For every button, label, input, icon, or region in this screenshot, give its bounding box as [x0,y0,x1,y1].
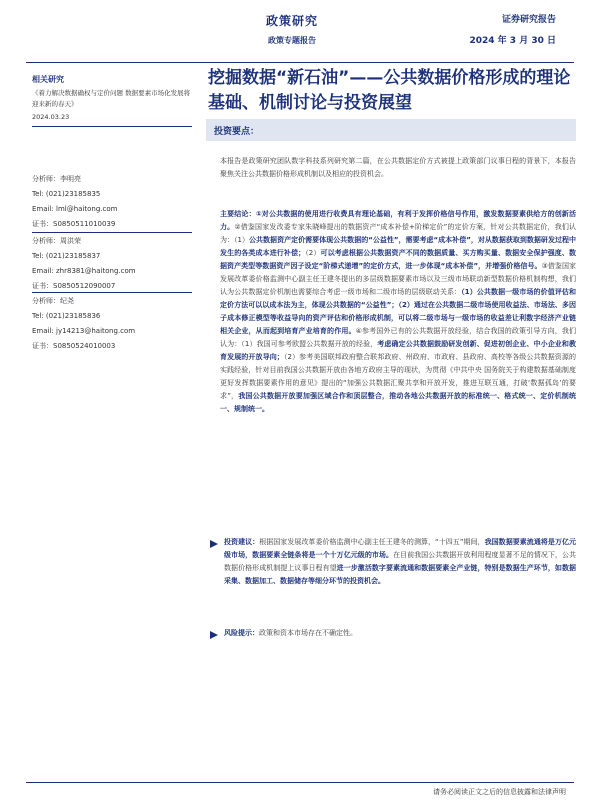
emphasized-text: 公共数据资产定价需要体现公共数据的“公益性”，需要考虑“成本补偿”，对从数据获取到数据研发过程中发生的各类成本进行补偿； [220,236,576,257]
report-subtype: 政策专题报告 [268,36,316,45]
body-text: ③借鉴国家发展改革委价格监测中心副主任王建冬提出的多层级数据要素市场以及三级市场联动新型数据价格机制构想，我们认为公共数据定价机制也需要综合考虑一级市场和二级市场的层级联动关系： [220,262,577,296]
analyst-cert: 证书：S0850511010039 [32,220,116,228]
emphasized-text: （1）公共数据一级市场的价值评估和定价方法可以以成本法为主，体现公共数据的“公益性”；（2）通过在公共数据二级市场使用收益法、市场法、多因子成本修正模型等收益导向的资产评估和价格形成机制，可以将二级市场与一级市场的收益差让利数字经济产业链相关企业，从而起到培育产业培育的作用。 [220,288,577,335]
bullet-icon [210,540,218,548]
analyst-tel: Tel: (021)23185837 [32,252,101,260]
analyst-email[interactable]: Email: jy14213@haitong.com [32,327,136,335]
body-text: ④参考国外已有的公共数据开放经验，结合我国的政策引导方向，我们认为：（1）我国可参考欧盟公共数据开放的经验， [220,327,576,348]
footer-divider [26,782,574,783]
analyst-tel: Tel: (021)23185836 [32,312,101,320]
analyst-block [32,294,135,354]
related-research-date: 2024.03.23 [32,113,70,121]
report-header-right [469,12,556,46]
sidebar-divider [32,292,192,293]
related-research-item[interactable]: 《着力解决数据确权与定价问题 数据要素市场化发展将迎来新的春天》 [32,89,191,108]
emphasized-text: 进一步激活数字要素流通和数据要素全产业链，特别是数据生产环节，如数据采集、数据加工、数据储存等细分环节的投资机会。 [224,564,577,585]
emphasized-text: 我国数据要素流通将是万亿元级市场，数据要素全链条将是一个十万亿元级的市场。 [224,538,577,559]
related-research-title: 相关研究 [32,75,64,84]
body-text: （2） [305,249,321,257]
report-title: 挖掘数据“新石油”——公共数据价格形成的理论基础、机制讨论与投资展望 [208,68,571,113]
intro-paragraph: 本报告是政策研究团队数字科技系列研究第二篇，在公共数据定价方式被提上政策部门议事日程的背景下，本报告聚焦关注公共数据价格形成机制以及相应的投资机会。 [220,157,576,178]
emphasized-text: 我国公共数据开放要加强区域合作和顶层整合，推动各地公共数据开放的标准统一、格式统一、定价机制统一、规制统一。 [220,392,576,413]
body-text: ②借鉴国家发改委专家朱晓峰提出的数据资产“成本补偿+阶梯定价”的定价方案，针对公共数据定价，我们认为：（1） [220,223,576,244]
body-text: （2）参考美国联邦政府整合联邦政府、州政府、市政府、县政府、高校等各级公共数据资源的实践经验，针对目前我国公共数据开放由各地方政府主导的现状，为贯彻《中共中央 国务院关于构建数据基础制度更好发挥数据要素作用的意见》提出的“加强公共数据汇聚共享和开放开发，推进互联互通，打破‘数据孤岛’的要求”， [220,353,577,400]
main-conclusions-text [220,210,576,413]
analyst-email[interactable]: Email: lml@haitong.com [32,205,118,213]
main-conclusions-lead: 主要结论： [220,210,256,218]
emphasized-text: ①对公共数据的使用进行收费具有理论基础，有利于发挥价格信号作用，激发数据要素供给方的创新活力。 [220,210,577,231]
analyst-name: 分析师：纪尧 [32,297,74,305]
footer-disclaimer[interactable]: 请务必阅读正文之后的信息披露和法律声明 [433,788,566,796]
report-date: 2024 年 3 月 30 日 [469,36,556,46]
analyst-name: 分析师：李明亮 [32,175,81,183]
analyst-name: 分析师：周洪荣 [32,237,81,245]
main-conclusions [220,208,576,416]
emphasized-text: 考虑确定公共数据鼓励研发创新、促进初创企业、中小企业和教育发展的开放导向； [220,340,577,361]
analyst-cert: 证书：S0850524010003 [32,342,116,350]
sidebar-divider [32,232,192,233]
body-text: 在目前我国公共数据开放利用程度显著不足的情况下，公共数据价格形成机制提上议事日程有望 [224,551,577,572]
analyst-block [32,172,117,232]
body-text: 根据国家发展改革委价格监测中心副主任王建冬的测算，“十四五”期间， [259,538,485,546]
report-type: 证券研究报告 [501,15,556,25]
risk-warning [224,627,576,640]
risk-warning-lead: 风险提示： [224,629,259,637]
emphasized-text: 可以考虑根据公共数据资产不同的数据质量、买方购买量、数据安全保护强度、数据资产类型等数据资产因子设定“阶梯式递增”的定价方式，进一步体现“成本补偿”，并增强价格信号。 [220,249,576,270]
analyst-email[interactable]: Email: zhr8381@haitong.com [32,267,136,275]
report-header-left [266,12,318,46]
highlights-label: 投资要点： [214,127,260,137]
analyst-tel: Tel: (021)23185835 [32,190,101,198]
investment-suggestion [224,536,576,588]
investment-suggestion-text [224,538,576,585]
sidebar-divider [32,126,192,127]
investment-suggestion-lead: 投资建议： [224,538,260,546]
header-divider [26,62,574,63]
report-category: 政策研究 [266,14,319,28]
bullet-icon [210,631,218,639]
analyst-block [32,234,136,294]
risk-warning-text: 政策和资本市场存在不确定性。 [259,629,357,637]
highlights-band [206,119,576,141]
analyst-cert: 证书：S0850512090007 [32,282,116,290]
